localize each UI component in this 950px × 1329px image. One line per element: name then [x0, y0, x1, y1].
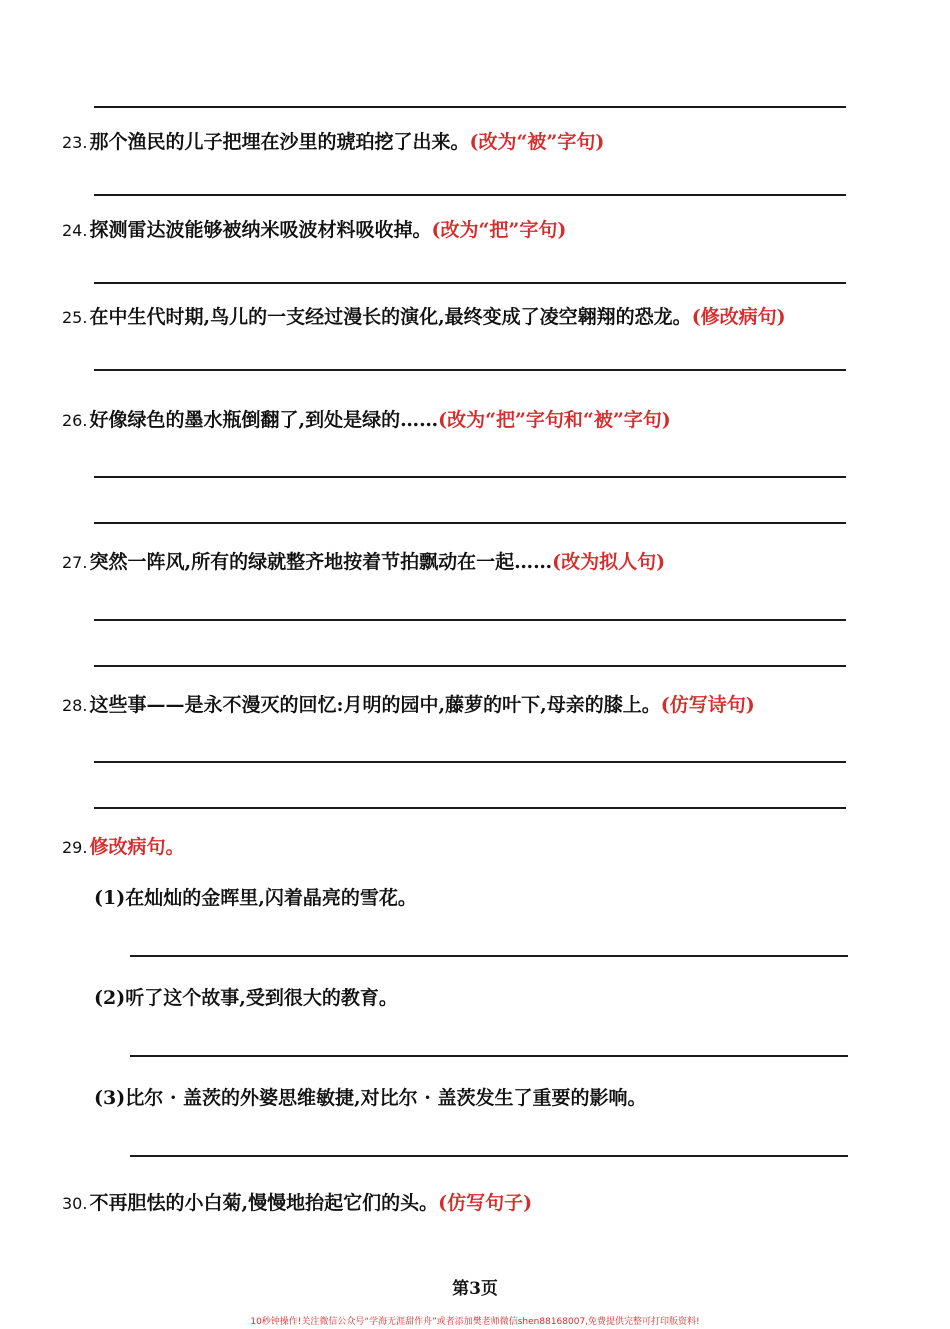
question-instruction: (仿写诗句): [660, 694, 755, 716]
answer-line[interactable]: [94, 665, 846, 667]
question-number: 30.: [62, 1194, 88, 1213]
question-text: 好像绿色的墨水瓶倒翻了,到处是绿的……: [89, 409, 439, 431]
question-title: 修改病句。: [89, 836, 185, 858]
answer-line[interactable]: [130, 1155, 848, 1157]
question-instruction: (仿写句子): [438, 1192, 533, 1214]
answer-line[interactable]: [130, 955, 848, 957]
question-29: [62, 835, 184, 860]
answer-line[interactable]: [94, 369, 846, 371]
question-instruction: (修改病句): [691, 306, 786, 328]
question-instruction: (改为“把”字句和“被”字句): [438, 409, 671, 431]
answer-line[interactable]: [130, 1055, 848, 1057]
answer-line[interactable]: [94, 522, 846, 524]
question-26: [62, 408, 671, 433]
question-number: 23.: [62, 133, 88, 152]
question-instruction: (改为拟人句): [552, 551, 666, 573]
question-number: 24.: [62, 221, 88, 240]
answer-line[interactable]: [94, 194, 846, 196]
answer-line[interactable]: [94, 282, 846, 284]
question-text: 这些事——是永不漫灭的回忆:月明的园中,藤萝的叶下,母亲的膝上。: [89, 694, 661, 716]
answer-line[interactable]: [94, 476, 846, 478]
question-number: 28.: [62, 696, 88, 715]
answer-line[interactable]: [94, 761, 846, 763]
sub-item-3: (3)比尔 · 盖茨的外婆思维敏捷,对比尔 · 盖茨发生了重要的影响。: [94, 1087, 647, 1109]
question-number: 29.: [62, 838, 88, 857]
question-28: [62, 693, 755, 718]
question-27: [62, 550, 665, 575]
page-number: 第3页: [452, 1279, 498, 1299]
question-23: [62, 130, 604, 155]
question-24: [62, 218, 566, 243]
question-instruction: (改为“把”字句): [431, 219, 567, 241]
question-number: 25.: [62, 308, 88, 327]
question-text: 在中生代时期,鸟儿的一支经过漫长的演化,最终变成了凌空翱翔的恐龙。: [89, 306, 692, 328]
sub-item-2: (2)听了这个故事,受到很大的教育。: [94, 987, 398, 1009]
answer-line[interactable]: [94, 807, 846, 809]
question-text: 突然一阵风,所有的绿就整齐地按着节拍飘动在一起……: [89, 551, 553, 573]
question-instruction: (改为“被”字句): [469, 131, 605, 153]
question-text: 探测雷达波能够被纳米吸波材料吸收掉。: [89, 219, 432, 241]
answer-line[interactable]: [94, 619, 846, 621]
question-number: 26.: [62, 411, 88, 430]
question-25: [62, 305, 786, 330]
footer-note: 10秒钟操作!关注微信公众号“学海无涯甜作舟”或者添加樊老师微信shen88168007,免费提供完整可打印版资料!: [250, 1317, 700, 1327]
question-text: 那个渔民的儿子把埋在沙里的琥珀挖了出来。: [89, 131, 470, 153]
answer-line[interactable]: [94, 106, 846, 108]
question-number: 27.: [62, 553, 88, 572]
question-text: 不再胆怯的小白菊,慢慢地抬起它们的头。: [89, 1192, 439, 1214]
question-30: [62, 1191, 532, 1216]
sub-item-1: (1)在灿灿的金晖里,闪着晶亮的雪花。: [94, 887, 417, 909]
